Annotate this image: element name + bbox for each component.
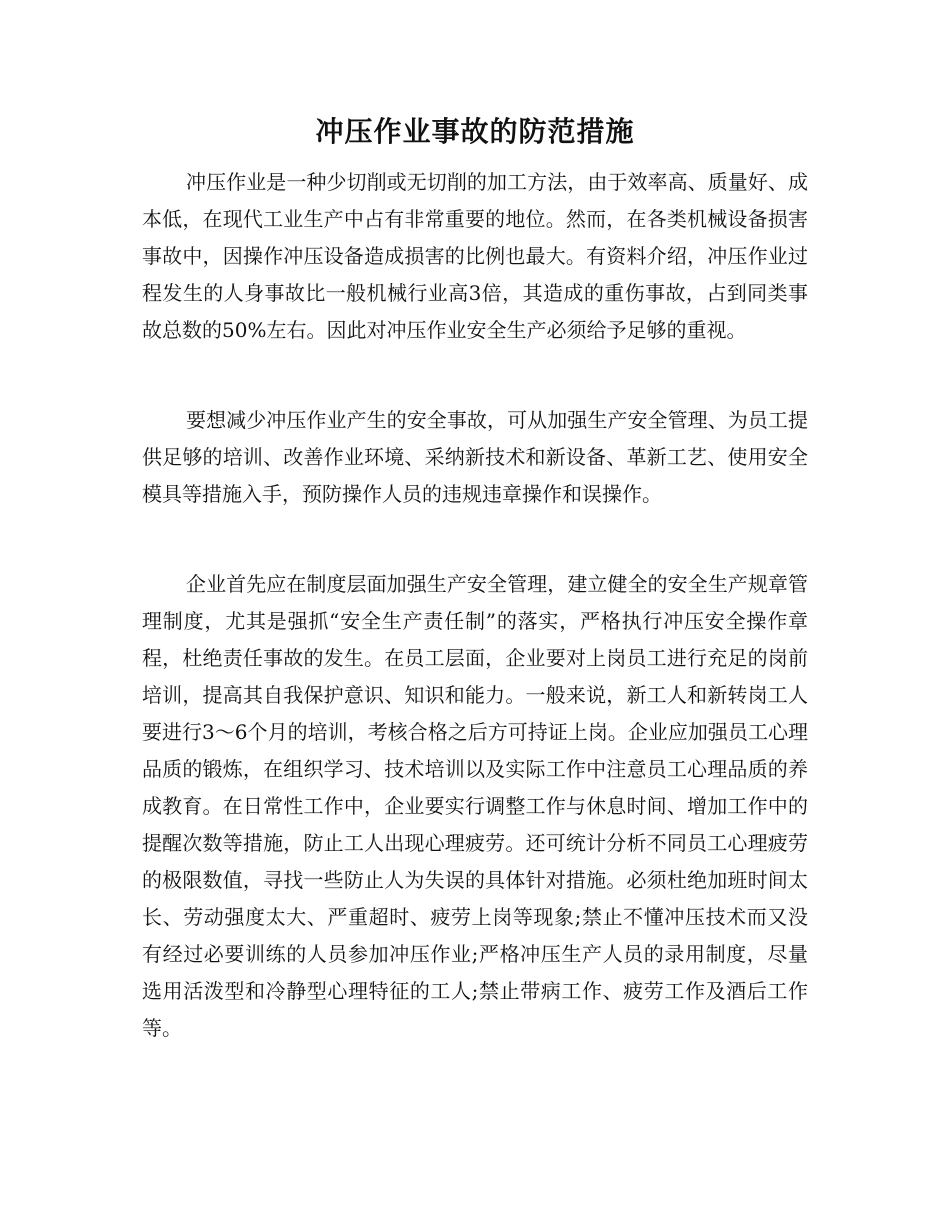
paragraph-measures: 要想减少冲压作业产生的安全事故，可从加强生产安全管理、为员工提供足够的培训、改善作业环境、采纳新技术和新设备、革新工艺、使用安全模具等措施入手，预防操作人员的违规违章操作和误操作。 <box>142 408 808 506</box>
paragraph-intro: 冲压作业是一种少切削或无切削的加工方法，由于效率高、质量好、成本低，在现代工业生产中占有非常重要的地位。然而，在各类机械设备损害事故中，因操作冲压设备造成损害的比例也最大。有资料介绍，冲压作业过程发生的人身事故比一般机械行业高3倍，其造成的重伤事故，占到同类事故总数的50%左右。因此对冲压作业安全生产必须给予足够的重视。 <box>142 170 808 342</box>
paragraph-management: 企业首先应在制度层面加强生产安全管理，建立健全的安全生产规章管理制度，尤其是强抓“安全生产责任制”的落实，严格执行冲压安全操作章程，杜绝责任事故的发生。在员工层面，企业要对上岗员工进行充足的岗前培训，提高其自我保护意识、知识和能力。一般来说，新工人和新转岗工人要进行3～6个月的培训，考核合格之后方可持证上岗。企业应加强员工心理品质的锻炼，在组织学习、技术培训以及实际工作中注意员工心理品质的养成教育。在日常性工作中，企业要实行调整工作与休息时间、增加工作中的提醒次数等措施，防止工人出现心理疲劳。还可统计分析不同员工心理疲劳的极限数值，寻找一些防止人为失误的具体针对措施。必须杜绝加班时间太长、劳动强度太大、严重超时、疲劳上岗等现象;禁止不懂冲压技术而又没有经过必要训练的人员参加冲压作业;严格冲压生产人员的录用制度，尽量选用活泼型和冷静型心理特征的工人;禁止带病工作、疲劳工作及酒后工作等。 <box>142 572 808 1040</box>
document-title: 冲压作业事故的防范措施 <box>315 115 635 148</box>
